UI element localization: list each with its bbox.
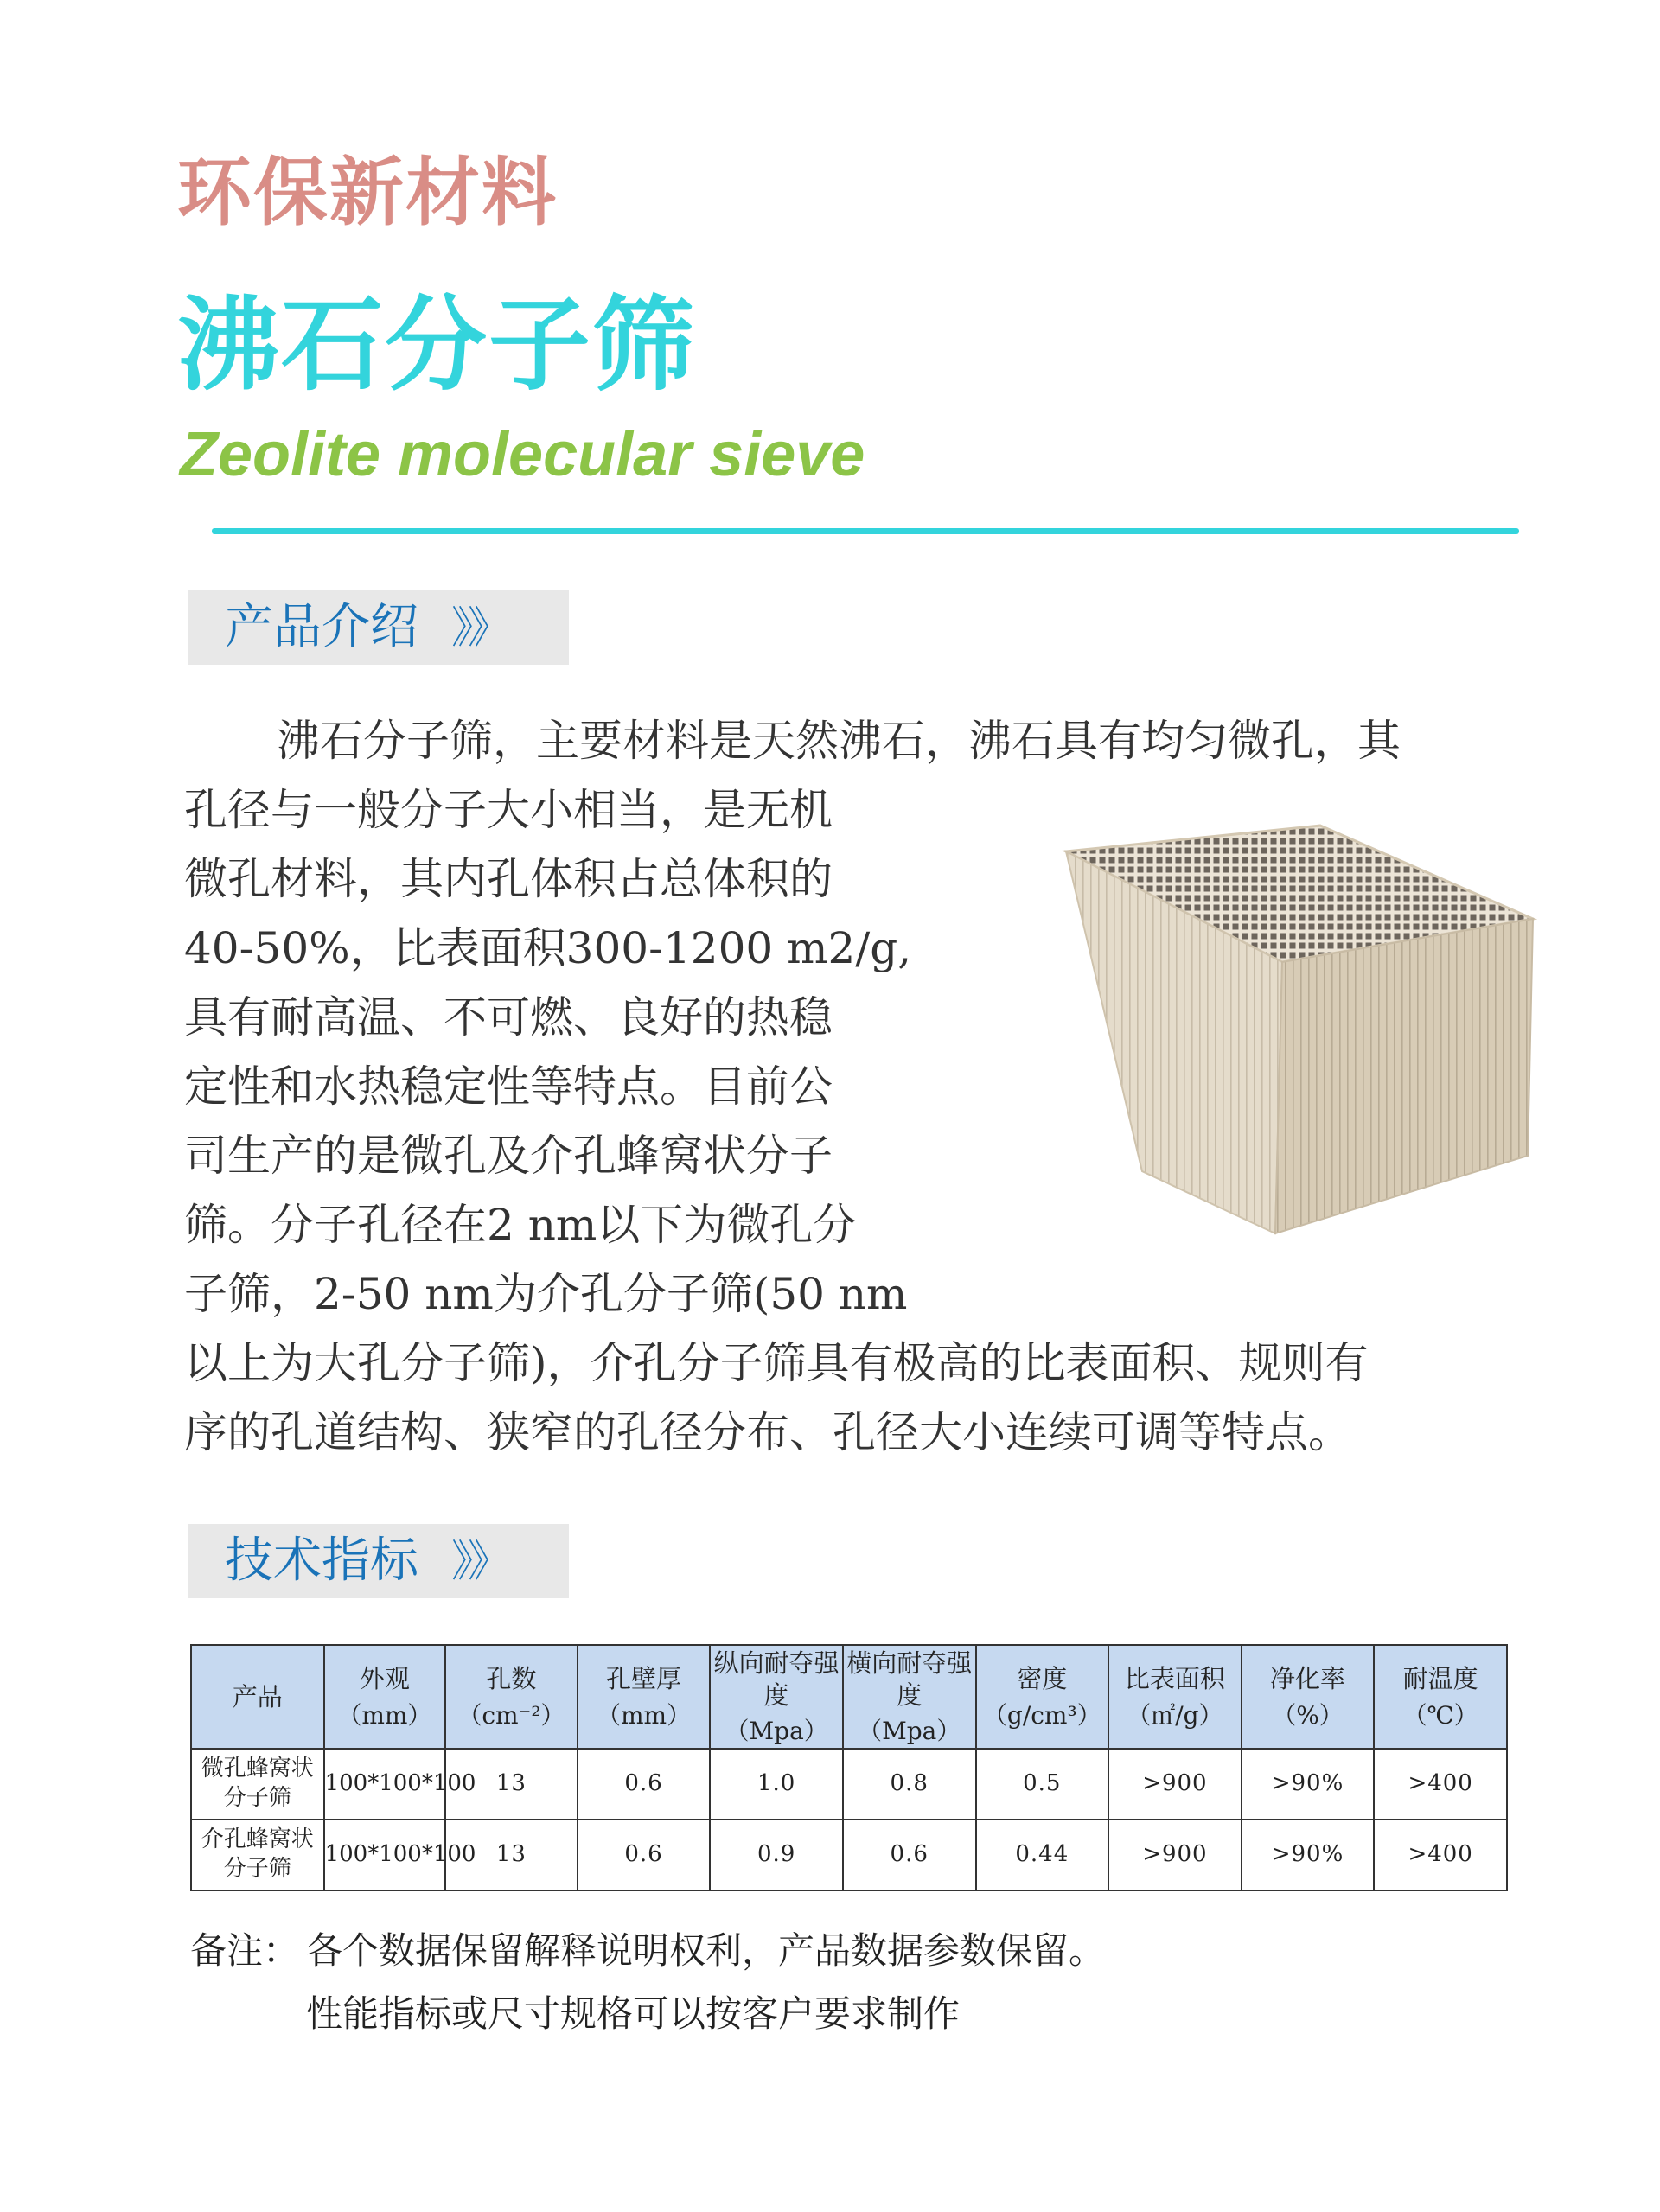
table-cell: 0.6 [578,1749,711,1820]
title-divider [212,528,1519,534]
table-header-cell: 净化率 （%） [1242,1645,1375,1749]
table-cell: 0.8 [843,1749,976,1820]
table-cell: 介孔蜂窝状分子筛 [191,1820,324,1890]
table-cell: 0.5 [976,1749,1109,1820]
table-cell: 0.6 [578,1820,711,1890]
table-header-cell: 产品 [191,1645,324,1749]
honeycomb-block-image [1059,817,1552,1249]
table-header-cell: 密度 （g/cm³） [976,1645,1109,1749]
intro-line: 序的孔道结构、狭窄的孔径分布、孔径大小连续可调等特点。 [184,1407,1351,1457]
double-chevron-icon: 》》 [451,1536,506,1586]
table-row [191,1820,1507,1890]
section-header-spec [188,1524,569,1598]
table-cell: 13 [445,1820,578,1890]
section-label: 技术指标 [225,1533,418,1589]
table-cell: >400 [1374,1820,1507,1890]
table-cell: 1.0 [710,1749,843,1820]
table-header-cell: 横向耐夺强度 （Mpa） [843,1645,976,1749]
table-row [191,1749,1507,1820]
table-cell: 微孔蜂窝状分子筛 [191,1749,324,1820]
intro-line: 具有耐高温、不可燃、良好的热稳 [184,992,833,1042]
table-header-cell: 纵向耐夺强度 （Mpa） [710,1645,843,1749]
table-cell: >90% [1242,1820,1375,1890]
double-chevron-icon: 》》 [451,602,506,653]
intro-line: 筛。分子孔径在2 nm以下为微孔分 [184,1200,857,1250]
table-cell: >900 [1108,1820,1242,1890]
spec-table [190,1644,1508,1891]
intro-line: 沸石分子筛，主要材料是天然沸石，沸石具有均匀微孔，其 [277,716,1401,766]
table-header-cell: 比表面积 （㎡/g） [1108,1645,1242,1749]
intro-line: 子筛，2-50 nm为介孔分子筛(50 nm [184,1269,908,1319]
intro-line: 40-50%，比表面积300-1200 m2/g, [184,923,912,973]
intro-line: 司生产的是微孔及介孔蜂窝状分子 [184,1131,833,1181]
remark-line: 性能指标或尺寸规格可以按客户要求制作 [306,1992,961,2035]
category-heading: 环保新材料 [177,149,558,236]
table-header-cell: 耐温度 （℃） [1374,1645,1507,1749]
table-cell: 100*100*100 [324,1820,446,1890]
table-cell: >900 [1108,1749,1242,1820]
table-header-cell: 外观 （mm） [324,1645,446,1749]
page-subtitle-en: Zeolite molecular sieve [180,420,865,489]
table-cell: 0.44 [976,1820,1109,1890]
section-header-intro [188,590,569,665]
intro-line: 以上为大孔分子筛)，介孔分子筛具有极高的比表面积、规则有 [184,1338,1369,1388]
page-title: 沸石分子筛 [177,285,697,405]
intro-line: 微孔材料，其内孔体积占总体积的 [184,854,833,904]
remark-line: 各个数据保留解释说明权利，产品数据参数保留。 [306,1929,1106,1972]
remark-label: 备注： [190,1929,300,1972]
table-header-cell: 孔壁厚 （mm） [578,1645,711,1749]
intro-line: 定性和水热稳定性等特点。目前公 [184,1061,833,1112]
table-cell: >90% [1242,1749,1375,1820]
table-cell: 0.6 [843,1820,976,1890]
section-label: 产品介绍 [225,599,418,655]
table-cell: 13 [445,1749,578,1820]
intro-line: 孔径与一般分子大小相当，是无机 [184,785,833,835]
table-cell: 100*100*100 [324,1749,446,1820]
table-header-cell: 孔数 （cm⁻²） [445,1645,578,1749]
table-header-row [191,1645,1507,1749]
table-cell: >400 [1374,1749,1507,1820]
table-cell: 0.9 [710,1820,843,1890]
